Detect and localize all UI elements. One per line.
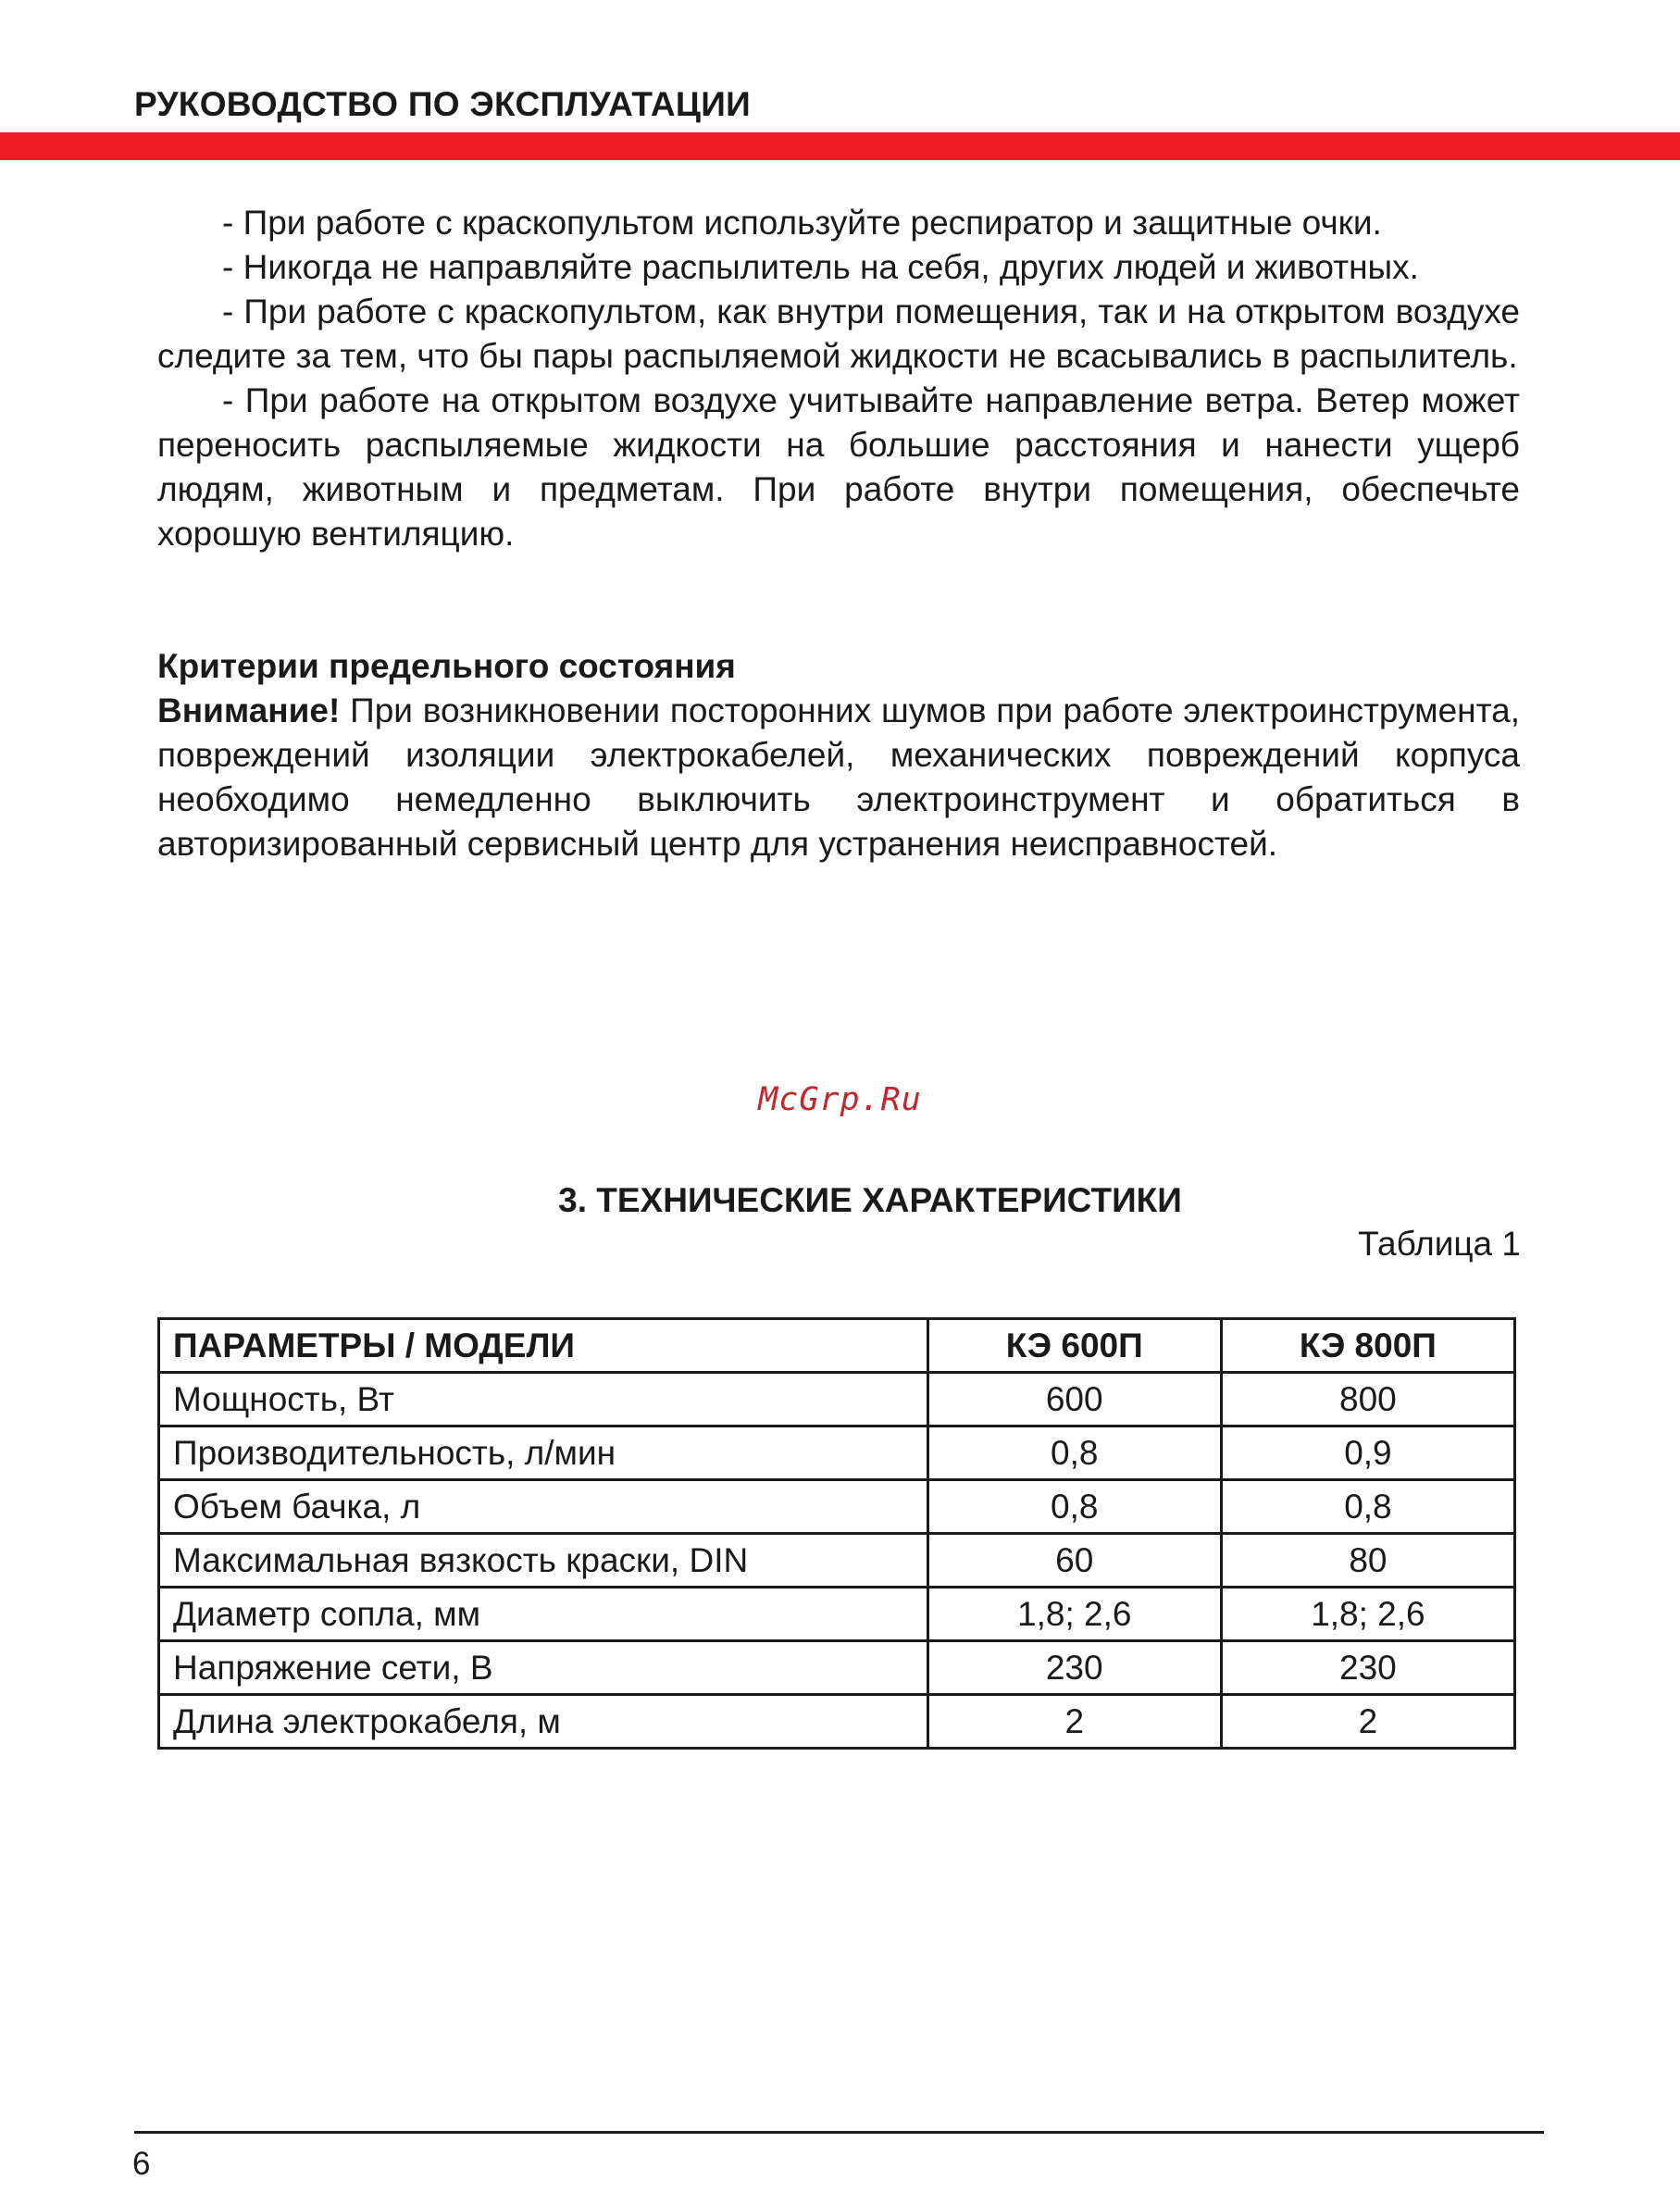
table-row <box>159 1695 1515 1749</box>
table-cell-parameter: Напряжение сети, В <box>159 1641 928 1695</box>
table-cell-parameter: Мощность, Вт <box>159 1373 928 1426</box>
table-row <box>159 1480 1515 1534</box>
table-cell-value: 0,8 <box>1221 1480 1514 1534</box>
page-number: 6 <box>132 2146 151 2182</box>
section-title: 3. ТЕХНИЧЕСКИЕ ХАРАКТЕРИСТИКИ <box>558 1181 1182 1219</box>
table-cell-parameter: Максимальная вязкость краски, DIN <box>159 1534 928 1588</box>
table-cell-parameter: Диаметр сопла, мм <box>159 1588 928 1641</box>
table-cell-value: 2 <box>1221 1695 1514 1749</box>
table-cell-parameter: Объем бачка, л <box>159 1480 928 1534</box>
table-cell-value: 0,9 <box>1221 1426 1514 1480</box>
table-cell-value: 600 <box>927 1373 1221 1426</box>
table-cell-value: 2 <box>927 1695 1221 1749</box>
table-caption: Таблица 1 <box>1358 1225 1521 1263</box>
table-row <box>159 1426 1515 1480</box>
safety-paragraph: - При работе с краскопультом используйте респиратор и защитные очки. <box>222 204 1382 242</box>
criteria-heading: Критерии предельного состояния <box>157 647 736 685</box>
safety-instructions <box>157 201 1520 556</box>
limit-state-criteria <box>157 644 1520 866</box>
table-cell-value: 60 <box>927 1534 1221 1588</box>
page-header-title: РУКОВОДСТВО ПО ЭКСПЛУАТАЦИИ <box>134 85 752 123</box>
safety-paragraph: - Никогда не направляйте распылитель на себя, других людей и животных. <box>222 248 1419 286</box>
table-row <box>159 1373 1515 1426</box>
table-row <box>159 1641 1515 1695</box>
footer-divider <box>134 2131 1544 2134</box>
criteria-warning <box>157 689 1520 866</box>
safety-paragraph: - При работе на открытом воздухе учитывайте направление ветра. Ветер может переносить распыляемые жидкости на большие расстояния и нанести ущерб людям, животным и предметам. При работе внутри помещения, обеспечьте хорошую вентиляцию. <box>157 381 1520 553</box>
watermark: McGrp.Ru <box>758 1081 922 1118</box>
column-header-model-800: КЭ 800П <box>1221 1319 1514 1373</box>
table-cell-value: 0,8 <box>927 1426 1221 1480</box>
table-cell-value: 230 <box>927 1641 1221 1695</box>
table-cell-value: 230 <box>1221 1641 1514 1695</box>
header-red-band <box>0 132 1680 160</box>
table-row <box>159 1588 1515 1641</box>
table-cell-parameter: Производительность, л/мин <box>159 1426 928 1480</box>
column-header-parameters: ПАРАМЕТРЫ / МОДЕЛИ <box>159 1319 928 1373</box>
column-header-model-600: КЭ 600П <box>927 1319 1221 1373</box>
safety-paragraph: - При работе с краскопультом, как внутри помещения, так и на открытом воздухе следите за тем, что бы пары распыляемой жидкости не всасывались в распылитель. <box>157 293 1520 375</box>
table-cell-value: 0,8 <box>927 1480 1221 1534</box>
table-cell-value: 80 <box>1221 1534 1514 1588</box>
table-cell-value: 1,8; 2,6 <box>927 1588 1221 1641</box>
table-cell-value: 800 <box>1221 1373 1514 1426</box>
table-cell-value: 1,8; 2,6 <box>1221 1588 1514 1641</box>
table-cell-parameter: Длина электрокабеля, м <box>159 1695 928 1749</box>
table-header-row <box>159 1319 1515 1373</box>
warning-label: Внимание! <box>157 691 341 729</box>
specs-table <box>157 1317 1516 1750</box>
table-row <box>159 1534 1515 1588</box>
warning-text: При возникновении посторонних шумов при работе электроинструмента, повреждений изоляции электрокабелей, механических повреждений корпуса необходимо немедленно выключить электроинструмент и обратиться в авторизированный сервисный центр для устранения неисправностей. <box>157 691 1520 863</box>
